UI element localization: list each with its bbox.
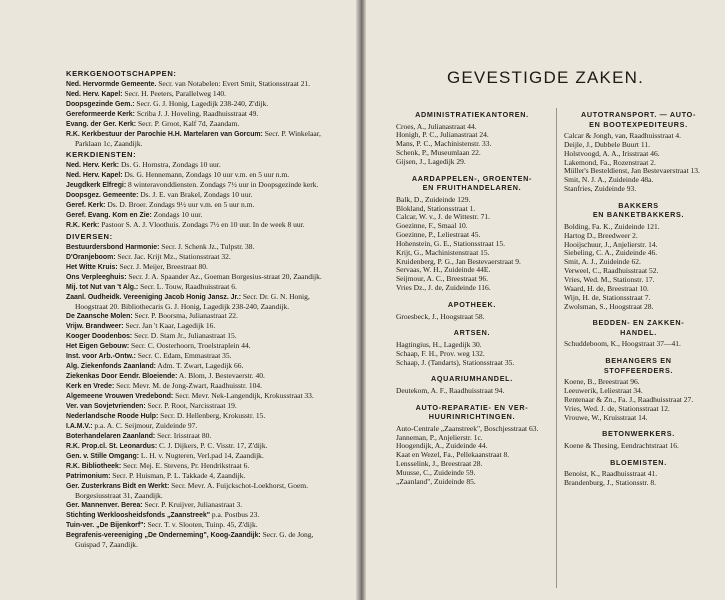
business-entry: „Zaanland", Zuideinde 85. [396, 476, 476, 486]
business-entry: Kruidenberg, P. G., Jan Bestevaerstraat 9. [396, 256, 521, 266]
business-entry: Gijsen, J., Lagedijk 29. [396, 156, 466, 166]
entry-name: R.K. Kerk: [66, 222, 100, 229]
entry-details: Secr. P. Boorsma, Julianastraat 22. [132, 311, 238, 320]
entry-name: Alg. Ziekenfonds Zaanland: [66, 363, 156, 370]
section-heading: KERKGENOOTSCHAPPEN: [66, 69, 177, 78]
entry-name: R.K. Bibliotheek: [66, 463, 122, 470]
entry-name: De Zaansche Molen: [66, 313, 133, 320]
business-entry: Blokland, Stationsstraat 1. [396, 203, 476, 213]
entry-name: Tuin-ver. „De Bijenkorf": [66, 522, 146, 529]
business-entry: Lakemond, Fa., Rozenstraat 2. [564, 157, 656, 167]
section-heading: KERKDIENSTEN: [66, 150, 137, 159]
directory-entry [66, 331, 324, 341]
directory-entry [66, 500, 324, 510]
directory-entry [66, 411, 324, 421]
entry-details: Secr. T. v. Slooten, Tuinp. 45, Z'dijk. [145, 520, 258, 529]
entry-details: Secr. van Notabelen: Evert Smit, Stationsstraat 21. [156, 79, 311, 88]
category-heading: AARDAPPELEN-, GROENTEN- EN FRUITHANDELAREN. [411, 173, 533, 193]
business-entry: Groesbeck, J., Hoogstraat 58. [396, 311, 485, 321]
directory-entry [66, 242, 324, 252]
entry-name: Kooger Doodenbos: [66, 333, 133, 340]
entry-details: L. H. v. Nugteren, Verl.pad 14, Zaandijk. [139, 451, 264, 460]
entry-name: Het Eigen Gebouw: [66, 343, 130, 350]
category-heading: BLOEMISTEN. [610, 457, 667, 467]
entry-details: Secr. Jan 't Kaar, Lagedijk 16. [123, 321, 216, 330]
entry-details: Secr. G. J. Honig, Lagedijk 238-240, Z'dijk. [134, 99, 269, 108]
business-entry: Schenk, P., Museumlaan 22. [396, 148, 481, 158]
business-entry: Bolding, Fa. K., Zuideinde 121. [564, 221, 660, 231]
business-entry: Lensselink, J., Breestraat 28. [396, 459, 483, 469]
directory-entry [66, 170, 324, 180]
directory-entry [66, 282, 324, 292]
directory-entry [66, 190, 324, 200]
entry-details: Secr. D. Stam Jr., Julianastraat 15. [132, 331, 237, 340]
entry-name: I.A.M.V.: [66, 423, 93, 430]
entry-details: Ds. G. Hornstra, Zondags 10 uur. [119, 160, 221, 169]
entry-details: Secr. D. Hellenberg, Krokusstr. 15. [158, 411, 266, 420]
directory-entry [66, 431, 324, 441]
directory-entry [66, 200, 324, 210]
directory-entry [66, 461, 324, 471]
entry-name: Evang. der Ger. Kerk: [66, 121, 137, 128]
entry-name: Geref. Kerk: [66, 202, 106, 209]
entry-details: Ds. D. Broer. Zondags 9½ uur v.m. en 5 uur n.m. [105, 200, 255, 209]
category-heading: BEHANGERS EN STOFFEERDERS. [603, 356, 674, 375]
directory-entry [66, 421, 324, 431]
category-heading: AQUARIUMHANDEL. [431, 374, 513, 384]
directory-entry [66, 311, 324, 321]
entry-name: Vrijw. Brandweer: [66, 323, 124, 330]
business-entry: Hartog D., Breedweer 2. [564, 230, 638, 240]
entry-name: Gen. v. Stille Omgang: [66, 453, 140, 460]
category-heading: ADMINISTRATIEKANTOREN. [415, 110, 529, 119]
entry-name: Bestuurdersbond Harmonie: [66, 244, 160, 251]
directory-entry [66, 272, 324, 282]
directory-entry [66, 109, 324, 119]
business-entry: Vries Dz., J. de, Zuideinde 116. [396, 283, 491, 293]
directory-entry [66, 371, 324, 381]
business-entry: Brandenburg, J., Stationsstr. 8. [564, 478, 656, 488]
directory-entry [66, 210, 324, 220]
directory-entry [66, 391, 324, 401]
section-heading: DIVERSEN: [66, 232, 113, 241]
entry-details: A. Blom, J. Bestevaerstr. 40. [177, 371, 265, 380]
category-heading: AUTOTRANSPORT. — AUTO- EN BOOTEXPEDITEURS. [580, 110, 697, 129]
business-entry: Koene & Thesing, Eendrachtstraat 16. [564, 440, 679, 450]
business-entry: Verweel, C., Raadhuisstraat 52. [564, 266, 659, 276]
entry-name: Patrimonium: [66, 473, 111, 480]
business-entry: Schaap, J. (Tandarts), Stationsstraat 35. [396, 357, 515, 367]
entry-details: Zondags 10 uur. [151, 210, 203, 219]
book-gutter [356, 0, 366, 600]
entry-name: Geref. Evang. Kom en Zie: [66, 212, 152, 219]
business-entry: Holstvoogd, A. A., Irisstraat 46. [564, 148, 660, 158]
directory-entry [66, 252, 324, 262]
left-column [66, 69, 324, 549]
business-entry: Rentenaar & Zn., Fa. J., Raadhuisstraat 27. [564, 394, 694, 404]
business-entry: Zwolsman, S., Hoogstraat 28. [564, 301, 654, 311]
entry-name: Ver. van Sovjetvrienden: [66, 403, 146, 410]
entry-name: Ger. Mannenver. Berea: [66, 502, 143, 509]
business-entry: Koene, B., Breestraat 96. [564, 377, 640, 387]
entry-details: Secr. G. de Jong, Guispad 7, Zaandijk. [75, 530, 314, 549]
business-entry: Schaap, F. H., Prov. weg 132. [396, 348, 485, 358]
directory-entry [66, 160, 324, 170]
category-heading: BAKKERS EN BANKETBAKKERS. [592, 200, 685, 220]
entry-name: Doopsgezinde Gem.: [66, 101, 135, 108]
category-heading: AUTO-REPARATIE- EN VER- HUURINRICHTINGEN. [415, 402, 529, 422]
business-entry: Waard, H. de, Breestraat 10. [564, 283, 649, 293]
business-entry: Seijmour, A. C., Breestraat 96. [396, 274, 488, 284]
directory-entry [66, 180, 324, 190]
entry-details: Secr. P. Groot, Kalf 7d, Zaandam. [136, 119, 240, 128]
entry-name: Ons Verpleeghuis: [66, 274, 127, 281]
business-entry: Siebeling, C. A., Zuideinde 46. [564, 248, 658, 258]
directory-entry [66, 99, 324, 109]
entry-details: Secr. P. Huisman, P. L. Takkade 4, Zaandijk. [110, 471, 246, 480]
directory-entry [66, 262, 324, 272]
business-entry: Goezinne, P., Leliestraat 45. [396, 230, 481, 240]
business-entry: Croes, A., Julianastraat 44. [396, 121, 477, 131]
business-entry: Hoogendijk, A., Zuideinde 44. [396, 441, 488, 451]
business-entry: Goezinne, F., Smaal 10. [396, 221, 468, 231]
business-entry: Calcar, W. v., J. de Wittestr. 71. [396, 212, 490, 222]
business-entry: Calcar & Jongh, van, Raadhuisstraat 4. [564, 131, 682, 140]
entry-details: Pastoor S. A. J. Vloothuis. Zondags 7½ en 10 uur. In de week 8 uur. [99, 220, 305, 229]
directory-entry [66, 129, 324, 148]
entry-details: Secr. L. Touw, Raadhuisstraat 6. [138, 282, 237, 291]
entry-details: Secr. Mevr. A. Fuijckschot-Loekhorst, Goem. Borgesiusstraat 31, Zaandijk. [75, 481, 308, 500]
business-entry: Stanfries, Zuideinde 93. [564, 184, 637, 194]
entry-name: Boterhandelaren Zaanland: [66, 433, 156, 440]
entry-details: Secr. P. Root, Narcisstraat 19. [145, 401, 237, 410]
page-title: GEVESTIGDE ZAKEN. [446, 68, 645, 87]
directory-entry [66, 341, 324, 351]
entry-details: C. J. Dijkers, P. C. Visstr. 17, Z'dijk. [157, 441, 268, 450]
entry-details: Secr. C. Edam, Emmastraat 35. [135, 351, 232, 360]
category-heading: BEDDEN- EN ZAKKEN- HANDEL. [592, 318, 685, 337]
entry-name: Jeugdkerk Elfregi: [66, 182, 127, 189]
business-entry: Servaas, W. H., Zuideinde 44E. [396, 265, 491, 275]
business-entry: Hagtingius, H., Lagedijk 30. [396, 339, 482, 349]
entry-details: Secr. Irisstraat 80. [155, 431, 212, 440]
left-page [0, 0, 356, 600]
business-entry: Schuddeboom, K., Hoogstraat 37—41. [564, 339, 681, 349]
entry-details: p.a. A. C. Seijmour, Zuideinde 97. [92, 421, 198, 430]
category-heading: BETONWERKERS. [602, 429, 675, 439]
entry-name: Ned. Hervormde Gemeente. [66, 81, 157, 88]
entry-name: R.K. Prop.cl. St. Leonardus: [66, 443, 158, 450]
directory-entry [66, 471, 324, 481]
entry-name: Ned. Herv. Kapel: [66, 91, 123, 98]
business-entry: Müller's Besteldienst, Jan Bestevaerstraat 13. [564, 166, 700, 176]
entry-details: Secr. P. Kruijver, Julianastraat 3. [142, 500, 243, 509]
entry-details: Secr. Mej. E. Stevens, Pr. Hendrikstraat 6. [121, 461, 250, 470]
directory-entry [66, 530, 324, 549]
directory-entry [66, 89, 324, 99]
entry-name: Ziekenkas Door Eendr. Bloeiende: [66, 373, 178, 380]
business-entry: Smit, N. J. A., Zuideinde 48a. [564, 175, 654, 185]
entry-details: Secr. H. Peeters, Parallelweg 140. [122, 89, 227, 98]
entry-name: Ned. Herv. Kapel: [66, 172, 123, 179]
entry-name: Algemeene Vrouwen Vredebond: [66, 393, 174, 400]
category-heading: APOTHEEK. [447, 300, 497, 309]
directory-entry [66, 220, 324, 230]
category-heading: ARTSEN. [453, 328, 491, 338]
column-divider [556, 108, 557, 588]
business-entry: Krijt, G., Machinistenstraat 15. [396, 247, 490, 257]
directory-entry [66, 520, 324, 530]
directory-entry [66, 292, 324, 311]
right-column-1 [396, 110, 548, 487]
entry-name: Gereformeerde Kerk: [66, 111, 135, 118]
business-entry: Kaat en Wezel, Fa., Pellekaanstraat 8. [396, 450, 510, 460]
entry-details: 8 winteravonddiensten. Zondags 7½ uur in Doopsgezinde kerk. [126, 180, 319, 189]
entry-name: Nederlandsche Roode Hulp: [66, 413, 159, 420]
entry-details: Secr. Mevr. M. de Jong-Zwart, Raadhuisstr. 104. [114, 381, 262, 390]
entry-name: Inst. voor Arb.-Ontw.: [66, 353, 136, 360]
entry-details: Secr. P. Winkelaar, Parklaan 1c, Zaandijk. [75, 129, 321, 148]
business-entry: Benoist, K., Raadhuisstraat 41. [564, 469, 658, 479]
directory-entry [66, 381, 324, 391]
directory-entry [66, 119, 324, 129]
business-entry: Hohenstein, G. E., Stationsstraat 15. [396, 238, 505, 248]
entry-name: Het Witte Kruis: [66, 264, 118, 271]
business-entry: Vries, Wed. M., Stationstr. 17. [564, 274, 655, 284]
entry-details: Secr. J. Schenk Jz., Tulpstr. 38. [159, 242, 255, 251]
business-entry: Leeuwerik, Leliestraat 34. [564, 386, 643, 396]
entry-details: Secr. C. Oosterhoorn, Troelstraplein 44. [129, 341, 251, 350]
directory-entry [66, 79, 324, 89]
directory-entry [66, 510, 324, 520]
entry-details: Scriba J. J. Hoveling, Raadhuisstraat 49. [134, 109, 259, 118]
directory-entry [66, 451, 324, 461]
business-entry: Deijle, J., Dubbele Buurt 11. [564, 139, 650, 149]
entry-details: Secr. J. Meijer, Breestraat 80. [117, 262, 208, 271]
entry-details: Secr. Dr. G. N. Honig, Hoogstraat 20. Bibliothecaris G. J. Honig, Lagedijk 238-240, Zaandijk. [75, 292, 310, 311]
business-entry: Wijn, H. de, Stationsstraat 7. [564, 292, 651, 302]
entry-details: Secr. J. A. Spaander Az., Goeman Borgesius-straat 20, Zaandijk. [126, 272, 322, 281]
entry-details: Ds. J. E. van Brakel, Zondags 10 uur. [138, 190, 253, 199]
directory-entry [66, 441, 324, 451]
business-entry: Deutekom, A. F., Raadhuisstraat 94. [396, 385, 505, 395]
business-entry: Muusse, C., Zuideinde 59. [396, 467, 476, 477]
right-page [366, 0, 725, 600]
business-entry: Hooijschuur, J., Anjelierstr. 14. [564, 239, 658, 249]
business-entry: Balk, D., Zuideinde 129. [396, 194, 471, 204]
directory-entry [66, 481, 324, 500]
business-entry: Janneman, P., Anjelierstr. 1c. [396, 432, 483, 442]
directory-entry [66, 351, 324, 361]
entry-name: Stichting Werkloosheidsfonds „Zaanstreek" [66, 512, 211, 519]
business-entry: Auto-Centrale „Zaanstreek", Boschjesstraat 63. [396, 423, 539, 433]
business-entry: Mans, P. C., Machinistenstr. 33. [396, 139, 492, 149]
directory-entry [66, 361, 324, 371]
business-entry: Honigh, P. C., Julianastraat 24. [396, 130, 489, 140]
business-entry: Vries, Wed. J. de, Stationsstraat 12. [564, 403, 670, 413]
right-column-2 [564, 110, 713, 488]
entry-name: D'Oranjeboom: [66, 254, 116, 261]
entry-name: R.K. Kerkbestuur der Parochie H.H. Martelaren van Gorcum: [66, 131, 263, 138]
entry-name: Doopsgez. Gemeente: [66, 192, 139, 199]
business-entry: Vrouwe, W., Kruisstraat 14. [564, 412, 648, 422]
entry-details: Ds. G. Hennemann, Zondags 10 uur v.m. en 5 uur n.m. [122, 170, 290, 179]
entry-name: Mij. tot Nut van 't Alg.: [66, 284, 139, 291]
business-entry: Smit, A. J., Zuideinde 62. [564, 257, 641, 267]
entry-details: Secr. Jac. Krijt Mz., Stationsstraat 32. [115, 252, 231, 261]
entry-name: Begrafenis-vereeniging „De Onderneming", Koog-Zaandijk: [66, 532, 261, 539]
entry-details: p.a. Postbus 23. [210, 510, 260, 519]
entry-details: Secr. Mevr. Nek-Langendijk, Krokusstraat 33. [173, 391, 314, 400]
entry-name: Zaanl. Oudheidk. Vereeniging Jacob Honig Jansz. Jr.: [66, 294, 241, 301]
directory-entry [66, 401, 324, 411]
entry-details: Adm. T. Zwart, Lagedijk 66. [155, 361, 244, 370]
entry-name: Kerk en Vrede: [66, 383, 115, 390]
entry-name: Ned. Herv. Kerk: [66, 162, 120, 169]
entry-name: Ger. Zusterkrans Bidt en Werkt: [66, 483, 170, 490]
directory-entry [66, 321, 324, 331]
